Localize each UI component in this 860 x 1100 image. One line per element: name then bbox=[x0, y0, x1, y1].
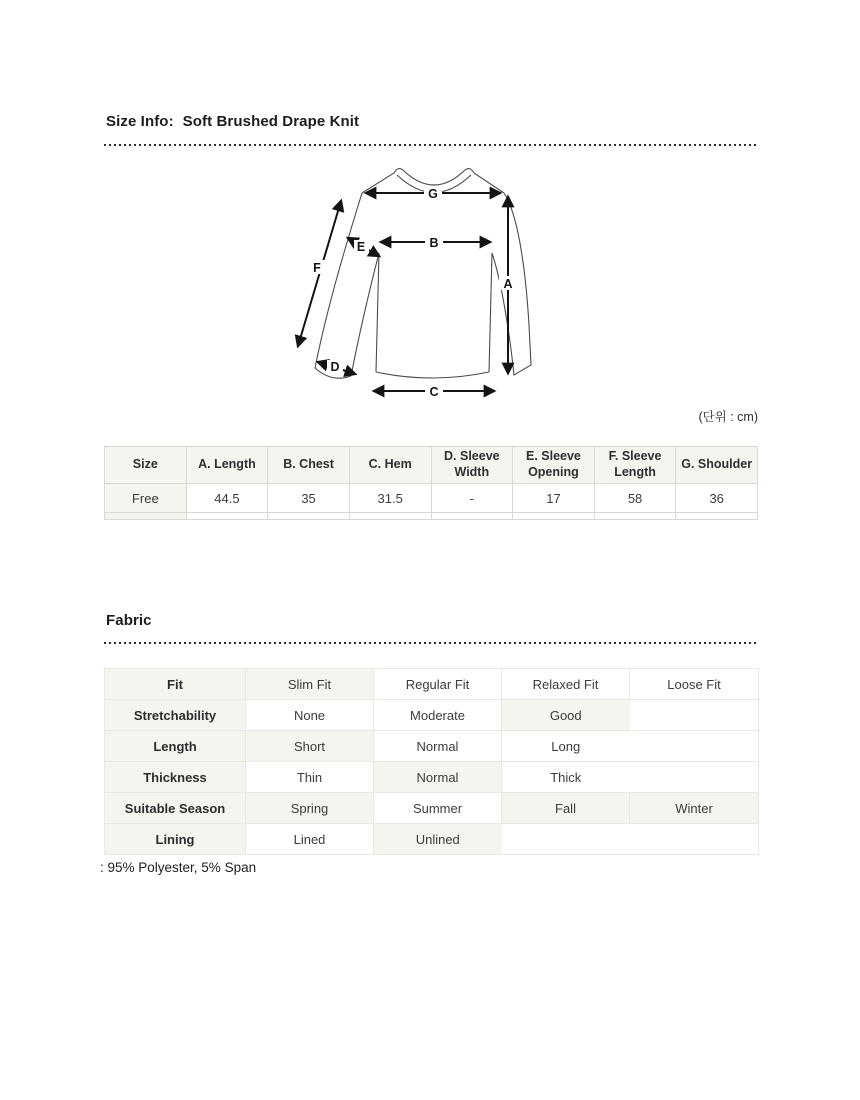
fabric-option-cell: Regular Fit bbox=[374, 669, 502, 700]
size-table-header-row bbox=[105, 447, 758, 484]
size-table-row-free bbox=[105, 484, 758, 513]
fabric-option-cell: Unlined bbox=[374, 824, 502, 855]
sleeve-opening-col-header: E. Sleeve Opening bbox=[513, 447, 595, 484]
fabric-option-cell: Thick bbox=[502, 762, 630, 793]
fabric-option-cell: Short bbox=[246, 731, 374, 762]
dotted-divider bbox=[104, 144, 758, 146]
fabric-option-cell: Normal bbox=[374, 762, 502, 793]
garment-outline bbox=[315, 169, 531, 379]
size-col-header: Size bbox=[105, 447, 187, 484]
size-name-cell: Free bbox=[105, 484, 187, 513]
diagram-label-g: G bbox=[428, 187, 438, 201]
fabric-row-fit bbox=[105, 669, 759, 700]
fabric-row-label: Length bbox=[105, 731, 246, 762]
size-info-heading-label: Size Info: bbox=[106, 113, 174, 130]
spacer-cell bbox=[268, 513, 350, 520]
chest-value-cell: 35 bbox=[268, 484, 350, 513]
diagram-label-a: A bbox=[503, 277, 513, 291]
sleeve-length-value-cell: 58 bbox=[594, 484, 676, 513]
measurement-letters bbox=[309, 186, 517, 399]
hem-col-header: C. Hem bbox=[349, 447, 431, 484]
diagram-label-b: B bbox=[429, 236, 439, 250]
unit-note: (단위 : cm) bbox=[698, 410, 758, 424]
sleeve-length-col-header: F. Sleeve Length bbox=[594, 447, 676, 484]
fabric-option-cell: Lined bbox=[246, 824, 374, 855]
spacer-cell bbox=[349, 513, 431, 520]
fabric-option-cell: Moderate bbox=[374, 700, 502, 731]
size-table-spacer-row bbox=[105, 513, 758, 520]
fabric-option-cell: Relaxed Fit bbox=[502, 669, 630, 700]
fabric-row-label: Suitable Season bbox=[105, 793, 246, 824]
fabric-option-cell: Spring bbox=[246, 793, 374, 824]
sleeve-opening-value-cell: 17 bbox=[513, 484, 595, 513]
chest-col-header: B. Chest bbox=[268, 447, 350, 484]
diagram-label-d: D bbox=[330, 360, 340, 374]
size-table bbox=[104, 446, 758, 520]
fabric-empty-cell bbox=[630, 762, 759, 793]
length-value-cell: 44.5 bbox=[186, 484, 268, 513]
spacer-cell bbox=[594, 513, 676, 520]
fabric-empty-cell bbox=[502, 824, 759, 855]
fabric-option-cell: Slim Fit bbox=[246, 669, 374, 700]
spacer-cell bbox=[186, 513, 268, 520]
fabric-row-label: Thickness bbox=[105, 762, 246, 793]
fabric-option-cell: Summer bbox=[374, 793, 502, 824]
size-info-heading bbox=[106, 113, 359, 130]
fabric-option-cell: Fall bbox=[502, 793, 630, 824]
garment-diagram-svg bbox=[288, 160, 588, 410]
fabric-heading: Fabric bbox=[106, 612, 152, 629]
sleeve-width-value-cell: - bbox=[431, 484, 513, 513]
diagram-label-c: C bbox=[429, 385, 439, 399]
fabric-option-cell: Thin bbox=[246, 762, 374, 793]
fabric-empty-cell bbox=[630, 731, 759, 762]
dotted-divider bbox=[104, 642, 758, 644]
fabric-option-cell: Normal bbox=[374, 731, 502, 762]
fabric-row-lining bbox=[105, 824, 759, 855]
fabric-option-cell: Winter bbox=[630, 793, 759, 824]
spacer-cell bbox=[105, 513, 187, 520]
fabric-row-suitable-season bbox=[105, 793, 759, 824]
fabric-composition: : 95% Polyester, 5% Span bbox=[100, 860, 257, 875]
fabric-empty-cell bbox=[630, 700, 759, 731]
fabric-option-cell: Good bbox=[502, 700, 630, 731]
fabric-row-length bbox=[105, 731, 759, 762]
fabric-row-label: Stretchability bbox=[105, 700, 246, 731]
spacer-cell bbox=[431, 513, 513, 520]
hem-value-cell: 31.5 bbox=[349, 484, 431, 513]
fabric-row-thickness bbox=[105, 762, 759, 793]
spacer-cell bbox=[676, 513, 758, 520]
garment-measurement-diagram bbox=[288, 160, 588, 410]
fabric-option-cell: Loose Fit bbox=[630, 669, 759, 700]
fabric-option-cell: Long bbox=[502, 731, 630, 762]
fabric-row-stretchability bbox=[105, 700, 759, 731]
product-name: Soft Brushed Drape Knit bbox=[182, 113, 360, 130]
diagram-label-e: E bbox=[356, 240, 366, 254]
spacer-cell bbox=[513, 513, 595, 520]
fabric-row-label: Lining bbox=[105, 824, 246, 855]
shoulder-col-header: G. Shoulder bbox=[676, 447, 758, 484]
diagram-label-f: F bbox=[313, 261, 321, 275]
shoulder-value-cell: 36 bbox=[676, 484, 758, 513]
fabric-option-cell: None bbox=[246, 700, 374, 731]
fabric-row-label: Fit bbox=[105, 669, 246, 700]
sleeve-width-col-header: D. Sleeve Width bbox=[431, 447, 513, 484]
fabric-table bbox=[104, 668, 759, 855]
length-col-header: A. Length bbox=[186, 447, 268, 484]
